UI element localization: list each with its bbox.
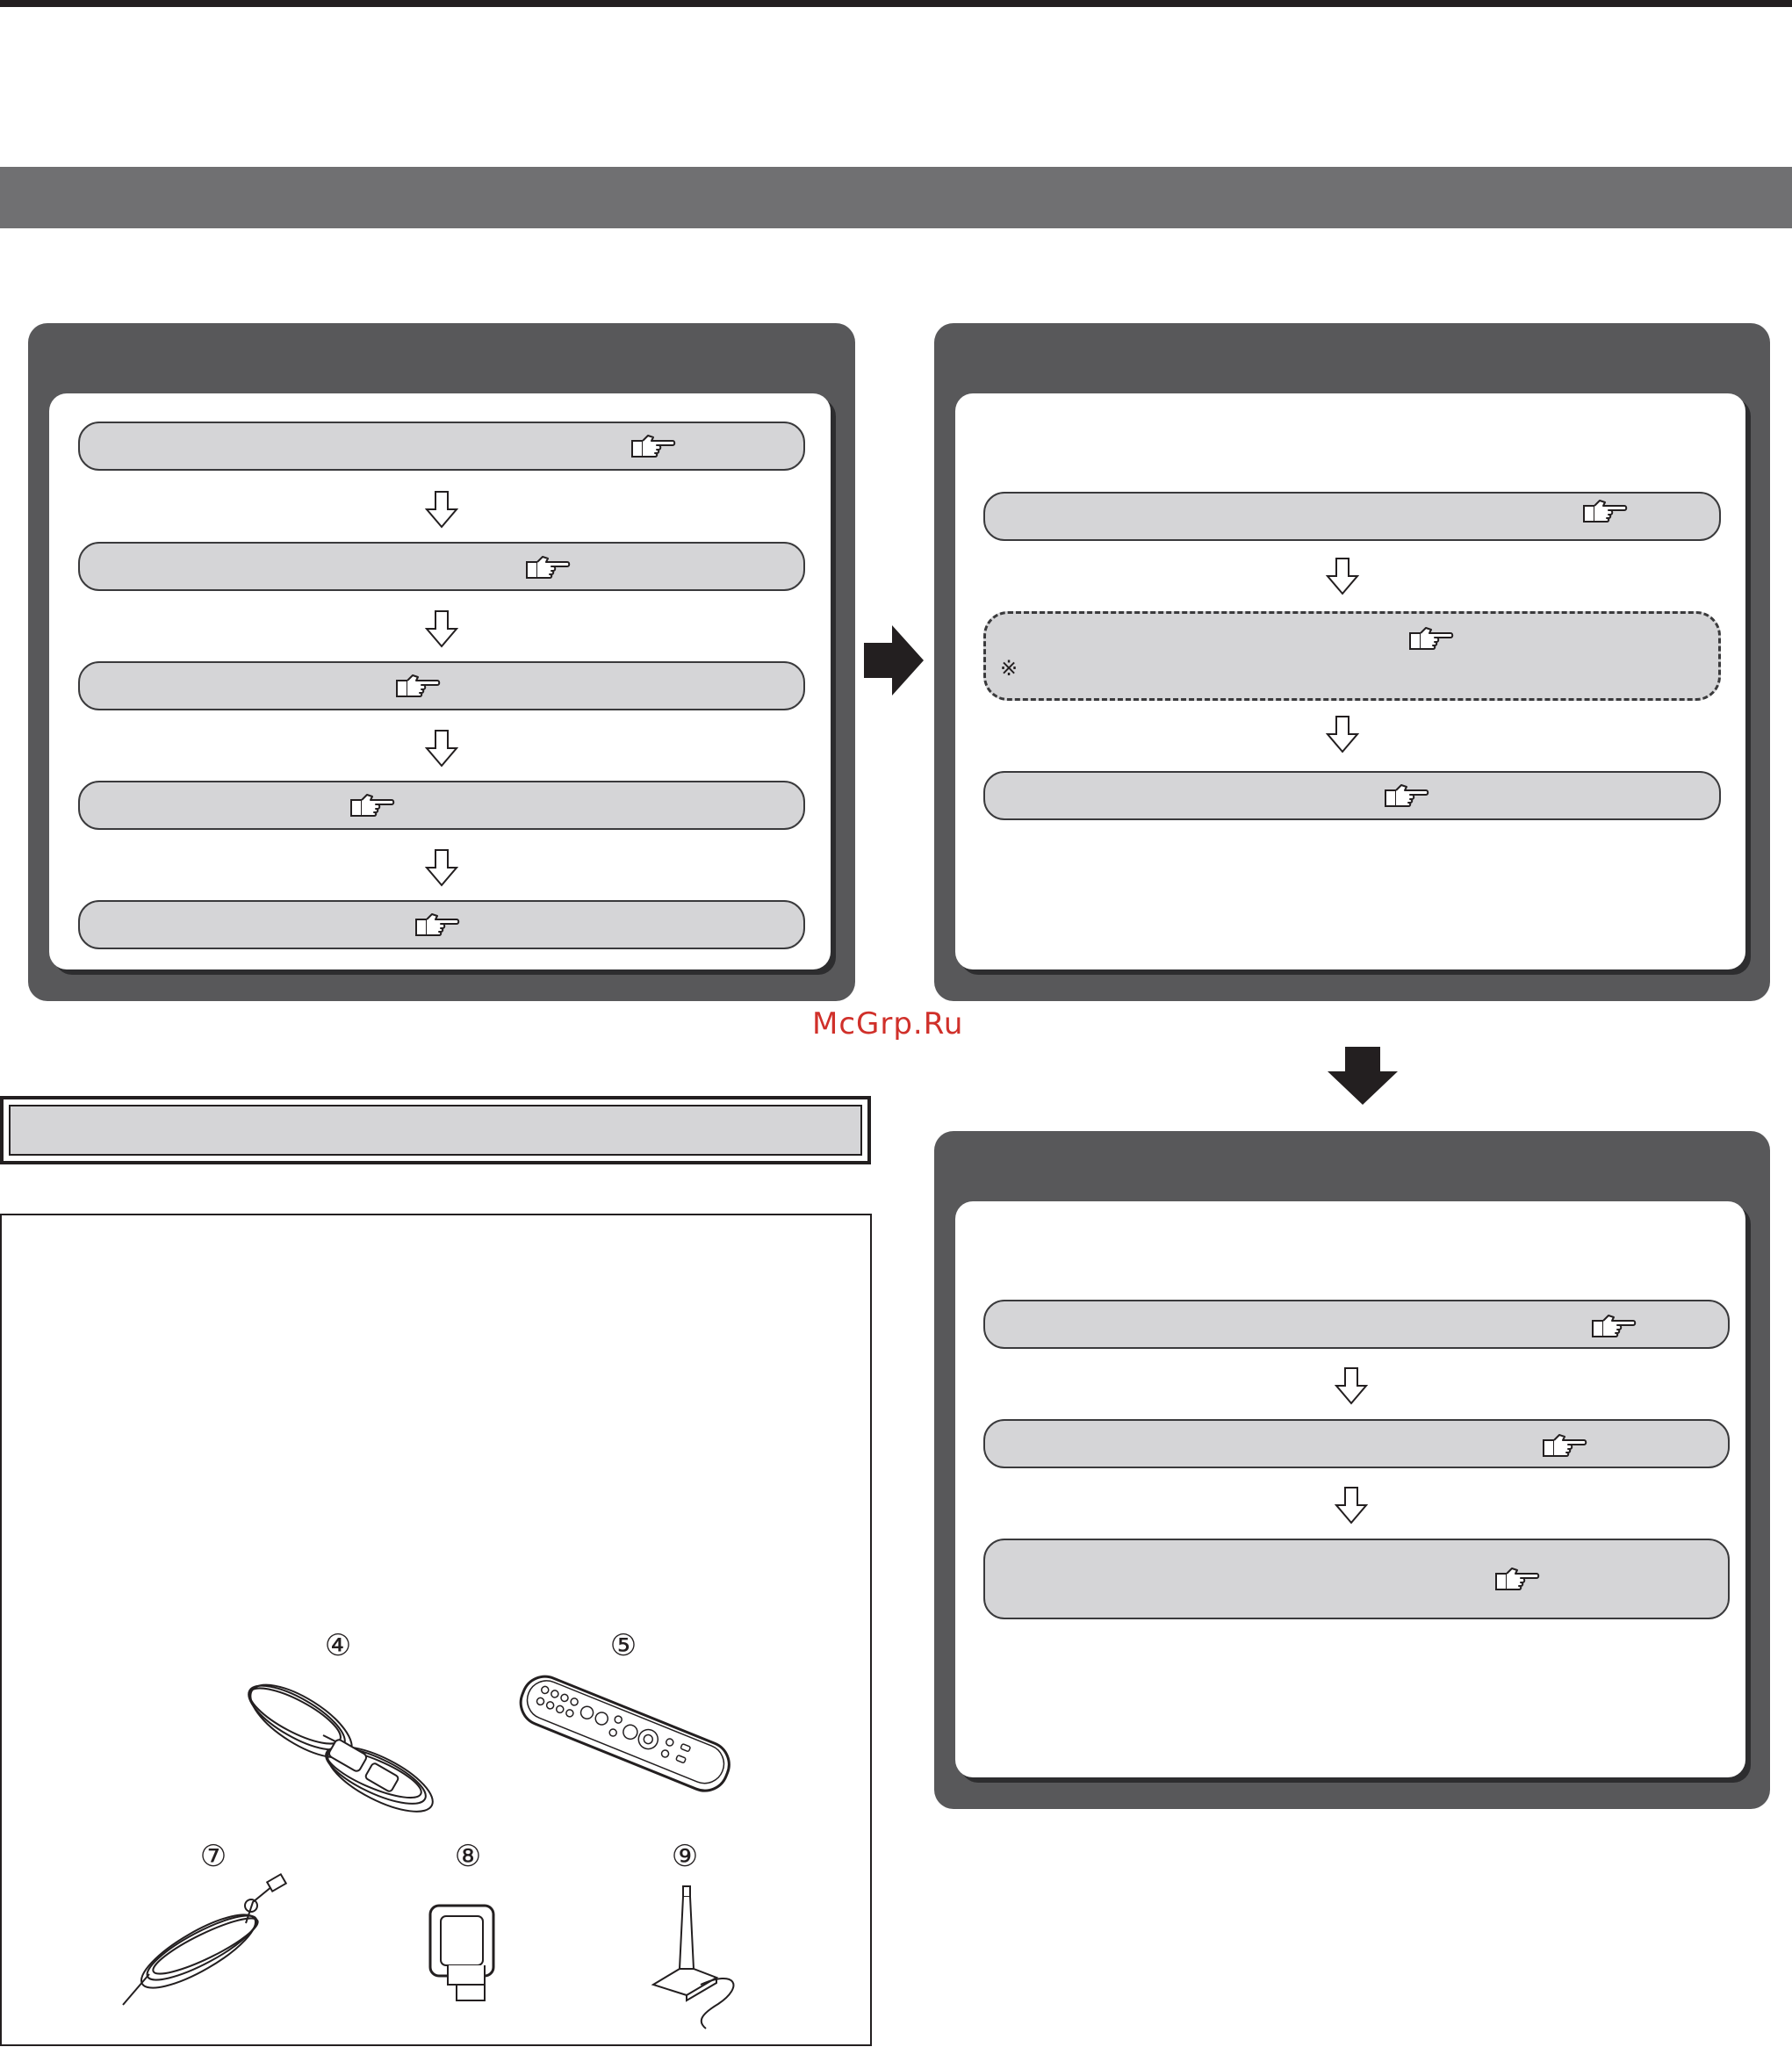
down-arrow-icon: [1335, 1486, 1368, 1524]
setup-microphone-icon: [648, 1881, 753, 2030]
accessories-title-fill: [9, 1105, 862, 1156]
reference-hand-icon: [1408, 624, 1454, 652]
reference-hand-icon: [414, 911, 460, 939]
power-cord-icon: [227, 1665, 446, 1814]
next-step-right-arrow-icon: [862, 623, 925, 697]
accessory-number-9: ⑨: [671, 1839, 699, 1874]
section-header-band: [0, 167, 1792, 228]
reference-hand-icon: [1542, 1431, 1587, 1460]
reference-hand-icon: [630, 432, 676, 460]
flow-step-left-3: [78, 661, 805, 710]
down-arrow-icon: [1326, 715, 1359, 753]
down-arrow-icon: [425, 609, 458, 648]
flow-step-left-2: [78, 542, 805, 591]
down-arrow-icon: [425, 490, 458, 529]
reference-hand-icon: [1591, 1312, 1637, 1340]
next-step-down-arrow-icon: [1326, 1045, 1400, 1106]
down-arrow-icon: [425, 848, 458, 887]
flow-step-right-top-3: [983, 771, 1721, 820]
flow-step-left-1: [78, 422, 805, 471]
down-arrow-icon: [1326, 557, 1359, 595]
flow-step-right-bottom-3: [983, 1539, 1730, 1619]
flow-step-left-4: [78, 781, 805, 830]
reference-hand-icon: [395, 672, 441, 700]
reference-hand-icon: [1582, 497, 1628, 525]
reference-hand-icon: [349, 791, 395, 819]
watermark-text: McGrp.Ru: [812, 1006, 964, 1042]
flow-step-right-bottom-2: [983, 1419, 1730, 1468]
top-rule: [0, 0, 1792, 7]
note-mark: ※: [1000, 656, 1018, 681]
reference-hand-icon: [525, 553, 571, 581]
reference-hand-icon: [1384, 782, 1429, 810]
accessory-number-8: ⑧: [454, 1839, 482, 1874]
fm-antenna-icon: [114, 1860, 299, 2009]
accessory-number-7: ⑦: [199, 1839, 227, 1874]
flow-panel-right-bottom: [934, 1131, 1770, 1809]
accessory-number-5: ⑤: [609, 1628, 637, 1663]
am-loop-antenna-icon: [421, 1897, 509, 2009]
down-arrow-icon: [1335, 1366, 1368, 1405]
flow-step-right-top-2-optional: [983, 611, 1721, 701]
down-arrow-icon: [425, 729, 458, 768]
reference-hand-icon: [1494, 1565, 1540, 1593]
accessory-number-4: ④: [324, 1628, 352, 1663]
remote-control-icon: [506, 1656, 743, 1814]
accessories-title-bar: [0, 1096, 871, 1164]
